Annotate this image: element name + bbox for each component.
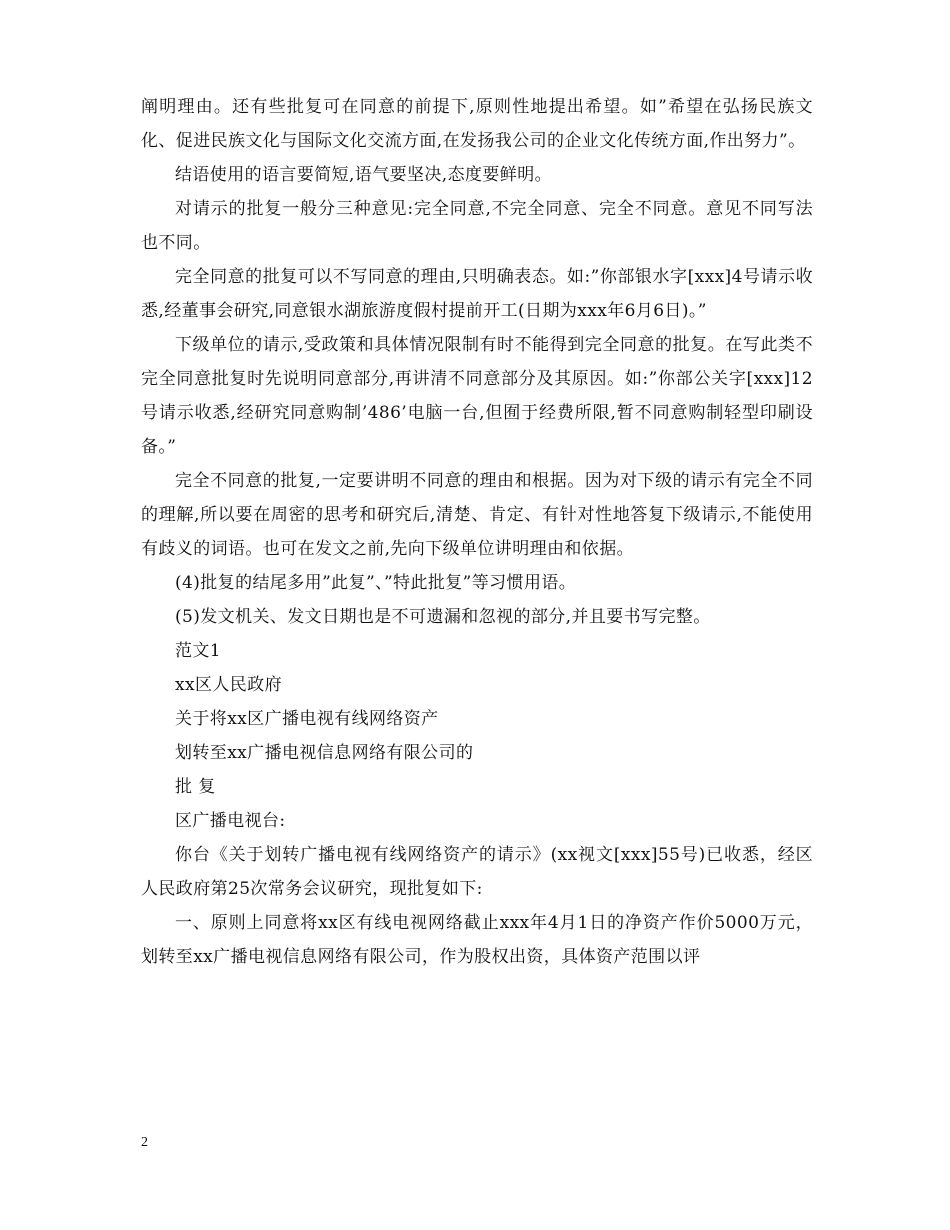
paragraph-partial-approval: 下级单位的请示,受政策和具体情况限制有时不能得到完全同意的批复。在写此类不完全同意批复时先说明同意部分,再讲清不同意部分及其原因。如:”你部公关字[xxx]12号请示收悉,经研究同意购制’486’电脑一台,但囿于经费所限,暂不同意购制轻型印刷设备。” <box>141 335 813 457</box>
reply-title-line-1: 关于将xx区广播电视有线网络资产 <box>175 709 439 729</box>
paragraph-disapproval: 完全不同意的批复,一定要讲明不同意的理由和根据。因为对下级的请示有完全不同的理解,所以要在周密的思考和研究后,清楚、肯定、有针对性地答复下级请示,不能使用有歧义的词语。也可在发文之前,先向下级单位讲明理由和依据。 <box>141 471 813 559</box>
document-body <box>141 90 813 974</box>
paragraph-issuer-date: (5)发文机关、发文日期也是不可遗漏和忽视的部分,并且要书写完整。 <box>175 607 711 627</box>
paragraph-three-opinions: 对请示的批复一般分三种意见:完全同意,不完全同意、完全不同意。意见不同写法也不同。 <box>141 199 813 253</box>
sample-heading: 范文1 <box>175 641 222 661</box>
recipient-line: 区广播电视台: <box>175 811 286 831</box>
reply-title-line-3: 批 复 <box>175 777 216 797</box>
page-number: 2 <box>141 1135 148 1150</box>
paragraph-continuation: 阐明理由。还有些批复可在同意的前提下,原则性地提出希望。如”希望在弘扬民族文化、促进民族文化与国际文化交流方面,在发扬我公司的企业文化传统方面,作出努力”。 <box>141 97 813 151</box>
issuing-authority: xx区人民政府 <box>175 675 282 695</box>
reply-title-line-2: 划转至xx广播电视信息网络有限公司的 <box>175 743 474 763</box>
paragraph-full-approval: 完全同意的批复可以不写同意的理由,只明确表态。如:”你部银水字[xxx]4号请示收悉,经董事会研究,同意银水湖旅游度假村提前开工(日期为xxx年6月6日)。” <box>141 267 813 321</box>
paragraph-ending-phrases: (4)批复的结尾多用”此复”、”特此批复”等习惯用语。 <box>175 573 577 593</box>
reply-item-one: 一、原则上同意将xx区有线电视网络截止xxx年4月1日的净资产作价5000万元，划转至xx广播电视信息网络有限公司，作为股权出资，具体资产范围以评 <box>141 913 813 967</box>
paragraph-closing-language: 结语使用的语言要简短,语气要坚决,态度要鲜明。 <box>175 165 553 185</box>
reply-opening: 你台《关于划转广播电视有线网络资产的请示》(xx视文[xxx]55号)已收悉，经区人民政府第25次常务会议研究，现批复如下: <box>141 845 813 899</box>
